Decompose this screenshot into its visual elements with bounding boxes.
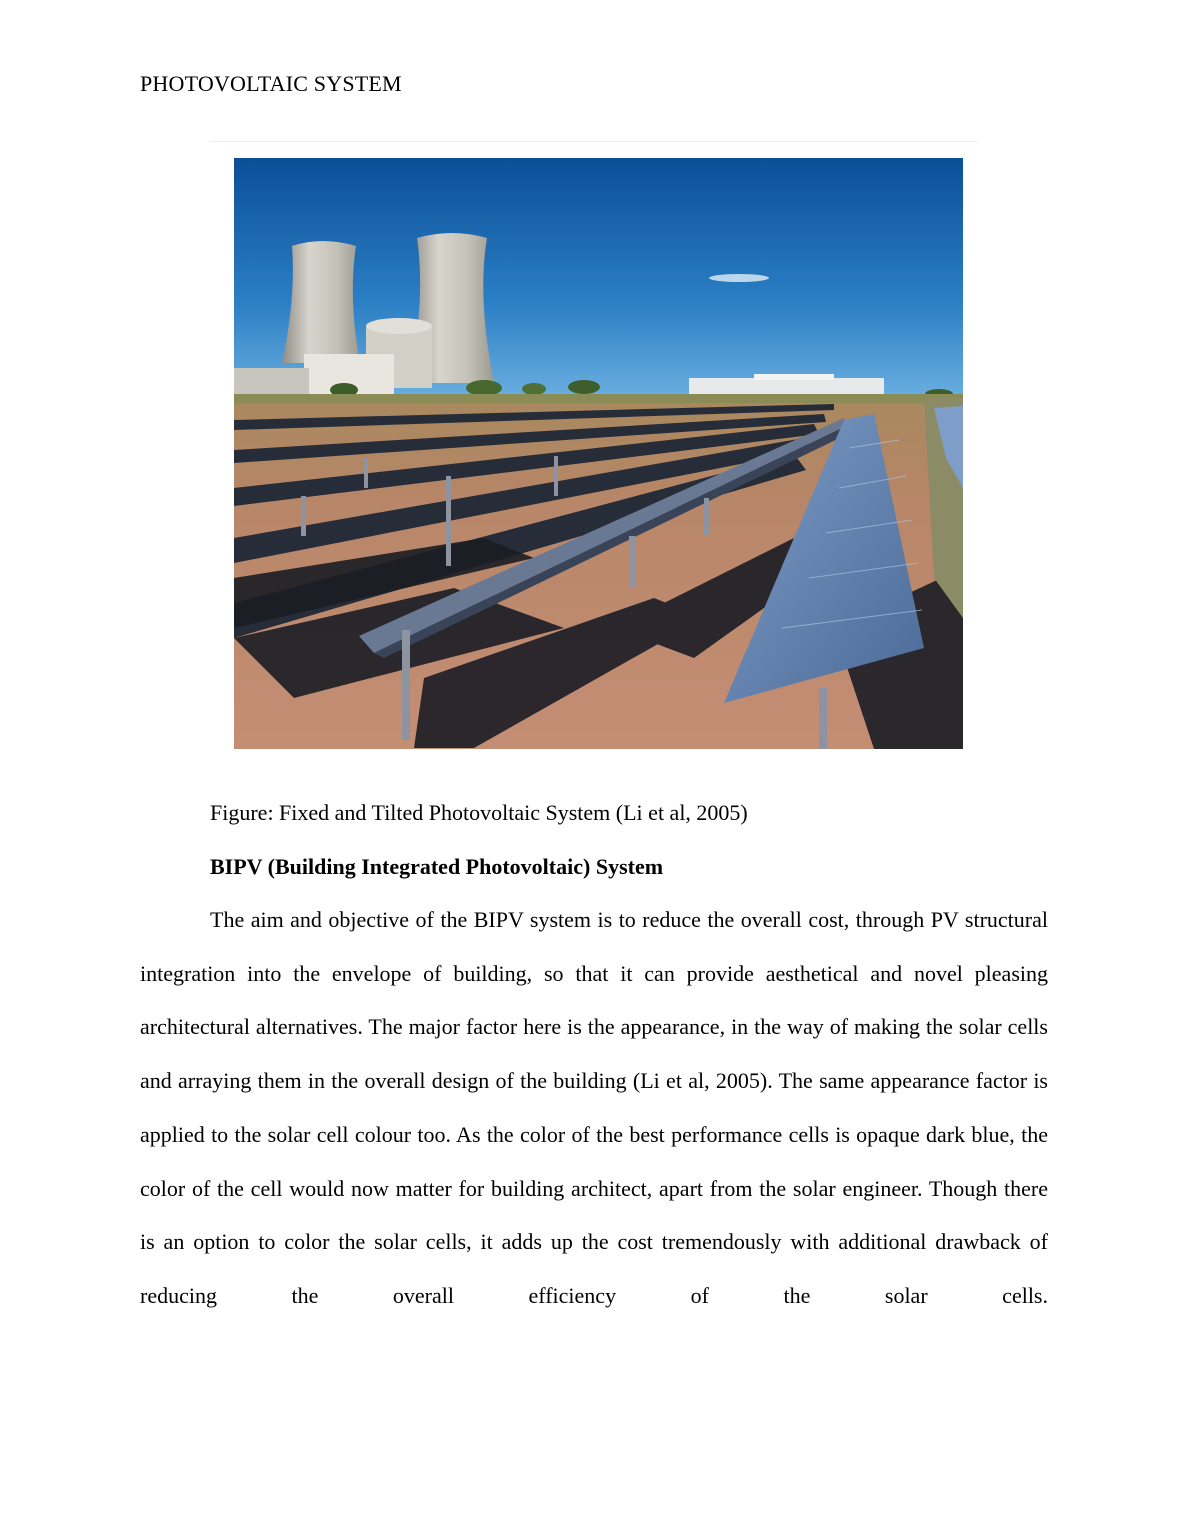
body-paragraph: The aim and objective of the BIPV system is to reduce the overall cost, through PV structural integration into the envelope of building, so that it can provide aesthetical and novel pleasing architectural alternatives. The major factor here is the appearance, in the way of making the solar cells and arraying them in the overall design of the building (Li et al, 2005). The same appearance factor is applied to the solar cell colour too. As the color of the best performance cells is opaque dark blue, the color of the cell would now matter for building architect, apart from the solar engineer. Though there is an option to color the solar cells, it adds up the cost tremendously with additional drawback of reducing the overall efficiency of the solar cells. (140, 907, 1048, 1308)
solar-farm-photo (234, 158, 963, 749)
solar-farm-illustration (234, 158, 963, 749)
running-head: PHOTOVOLTAIC SYSTEM (140, 71, 402, 96)
figure-caption: Figure: Fixed and Tilted Photovoltaic System (Li et al, 2005) (210, 800, 748, 825)
section-heading: BIPV (Building Integrated Photovoltaic) System (210, 854, 664, 879)
figure-top-rule (210, 141, 978, 142)
